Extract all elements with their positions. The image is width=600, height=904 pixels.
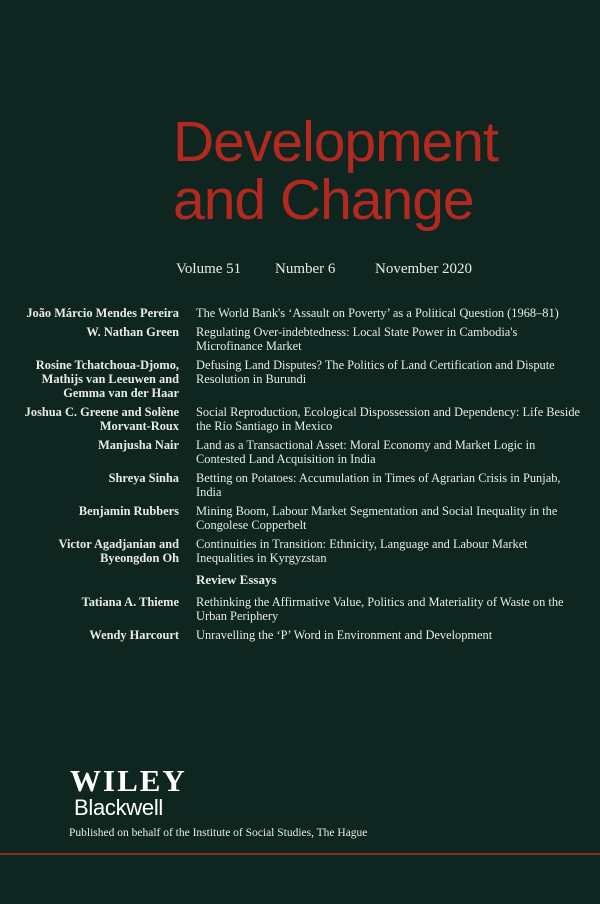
review-essays-heading: Review Essays: [196, 572, 277, 587]
toc-title: Land as a Transactional Asset: Moral Economy and Market Logic in Contested Land Acquisition in India: [196, 438, 536, 466]
number-label: Number 6: [275, 261, 336, 277]
toc-author: Victor Agadjanian and Byeongdon Oh: [58, 537, 179, 565]
toc-author: João Márcio Mendes Pereira: [26, 306, 179, 320]
wiley-blackwell-logo: [70, 763, 187, 820]
toc-author: W. Nathan Green: [86, 325, 179, 339]
volume-label: Volume 51: [176, 261, 242, 277]
toc-entry: [0, 325, 600, 353]
toc-entry: [0, 438, 600, 466]
toc-title: Betting on Potatoes: Accumulation in Times of Agrarian Crisis in Punjab, India: [196, 471, 561, 499]
toc-entry: [0, 504, 600, 532]
toc-title: Continuities in Transition: Ethnicity, Language and Labour Market Inequalities in Kyrgyzstan: [196, 537, 528, 565]
toc-entry: [0, 471, 600, 499]
journal-title: [173, 110, 498, 232]
toc-author: Tatiana A. Thieme: [81, 595, 179, 609]
toc-title: Unravelling the ‘P’ Word in Environment and Development: [196, 628, 493, 642]
toc-title: Mining Boom, Labour Market Segmentation and Social Inequality in the Congolese Copperbelt: [196, 504, 558, 532]
publisher-note: Published on behalf of the Institute of Social Studies, The Hague: [69, 827, 368, 839]
issue-date: November 2020: [375, 261, 473, 277]
toc-author: Benjamin Rubbers: [78, 504, 179, 518]
toc-author: Rosine Tchatchoua-Djomo, Mathijs van Leeuwen and Gemma van der Haar: [35, 358, 179, 400]
toc-entry: [0, 405, 600, 433]
toc-title: Defusing Land Disputes? The Politics of Land Certification and Dispute Resolution in Burundi: [196, 358, 555, 386]
toc-entry: [0, 595, 600, 623]
table-of-contents: [0, 306, 600, 647]
toc-entry: [0, 537, 600, 565]
toc-author: Manjusha Nair: [98, 438, 179, 452]
toc-entry: [0, 358, 600, 400]
toc-author: Joshua C. Greene and Solène Morvant-Roux: [24, 405, 179, 433]
logo-blackwell: Blackwell: [74, 795, 163, 820]
toc-author: Shreya Sinha: [108, 471, 179, 485]
toc-author: Wendy Harcourt: [89, 628, 179, 642]
toc-entry: [0, 306, 600, 320]
bottom-rule: [0, 853, 600, 855]
toc-title: The World Bank's ‘Assault on Poverty’ as a Political Question (1968–81): [196, 306, 559, 320]
toc-title: Social Reproduction, Ecological Dispossession and Dependency: Life Beside the Río Santiago in Mexico: [196, 405, 581, 433]
journal-title-line2: and Change: [173, 168, 474, 232]
toc-title: Rethinking the Affirmative Value, Politics and Materiality of Waste on the Urban Periphery: [196, 595, 564, 623]
logo-wiley: WILEY: [70, 763, 187, 798]
issue-info: [176, 261, 472, 278]
toc-title: Regulating Over-indebtedness: Local State Power in Cambodia's Microfinance Market: [196, 325, 518, 353]
toc-entry: [0, 628, 600, 642]
journal-title-line1: Development: [173, 110, 498, 174]
